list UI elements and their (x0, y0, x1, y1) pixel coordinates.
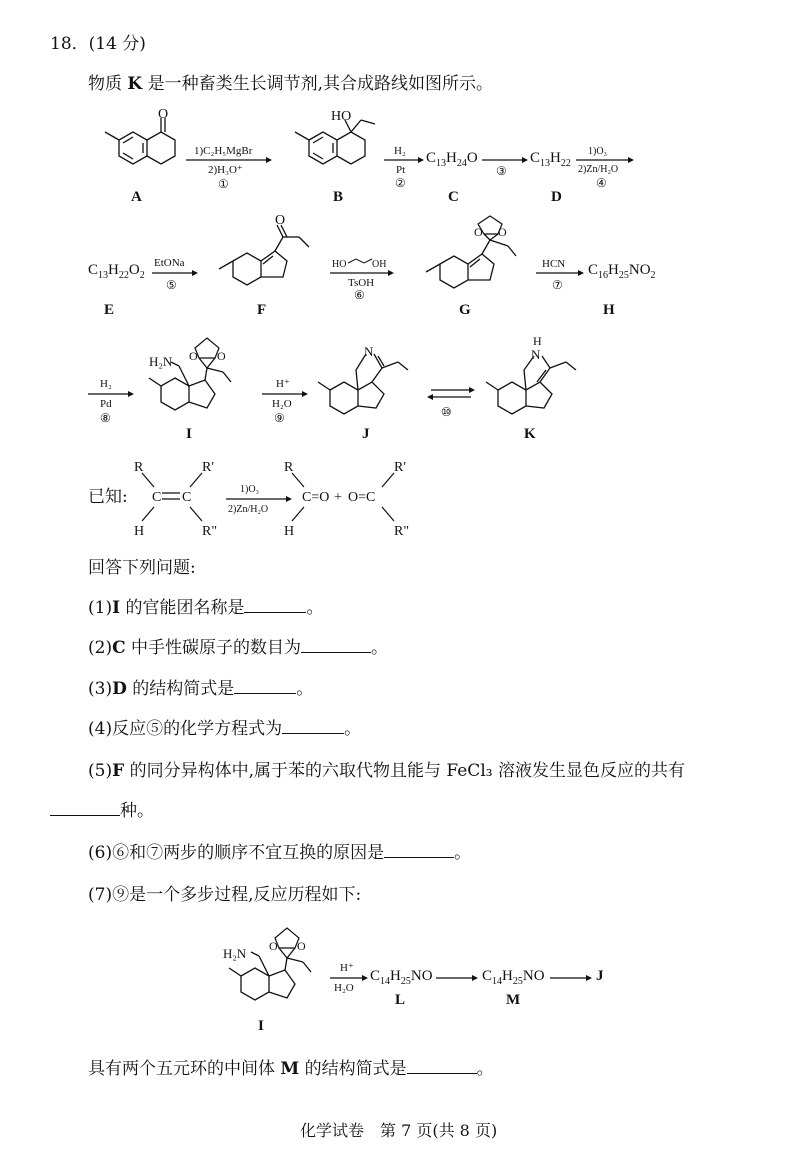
q7-tail-c: 的结构简式是 (299, 1059, 407, 1079)
step4-number: ④ (596, 176, 607, 190)
q6-end: 。 (454, 843, 472, 863)
mechanism-reagent-top: H⁺ (340, 962, 354, 974)
answer-blank-7[interactable] (407, 1059, 477, 1074)
q3-num: (3) (88, 679, 113, 699)
structure-F (205, 215, 330, 305)
arrow-step-1 (186, 143, 271, 193)
question-5-line2 (50, 800, 154, 822)
questions-prompt: 回答下列问题: (88, 558, 196, 578)
step6-reagent-top-oh: OH (372, 259, 387, 270)
question-4 (88, 718, 361, 740)
mechanism-structure-I (215, 920, 340, 1020)
known-r2: R" (202, 524, 218, 539)
atom-o: O (474, 225, 483, 239)
step2-reagent-top: H₂ (394, 145, 406, 157)
structure-G (412, 202, 537, 306)
question-5 (88, 760, 685, 782)
known-r1: R' (202, 460, 214, 475)
known-product-1: C=O (302, 490, 330, 505)
step7-number: ⑦ (552, 278, 563, 292)
formula-E: $C_{13}H_{22}O_2$ (88, 262, 145, 281)
known-label: 已知: (88, 487, 128, 507)
intro-text-a: 物质 (88, 74, 128, 94)
label-B: B (333, 189, 344, 205)
label-G: G (459, 302, 471, 318)
q7-tail-d: 。 (476, 1059, 494, 1079)
formula-D: $C_{13}H_{22}$ (530, 150, 571, 169)
atom-o: O (189, 349, 198, 363)
formula-M: $C_{14}H_{25}NO$ (482, 968, 545, 987)
step2-reagent-mid: Pt (396, 164, 406, 176)
step1-number: ① (218, 177, 229, 191)
atom-o: O (297, 939, 306, 953)
step8-number: ⑧ (100, 411, 111, 425)
known-plus: + (334, 490, 342, 505)
arrow-step-6 (330, 255, 396, 301)
q1-num: (1) (88, 598, 113, 618)
step6-reagent-bot: TsOH (348, 277, 375, 289)
arrow-step-4 (576, 143, 636, 193)
atom-n: N (364, 344, 374, 359)
question-7: (7)⑨是一个多步过程,反应历程如下: (88, 885, 362, 905)
q5-num: (5) (88, 761, 113, 781)
label-E: E (104, 302, 115, 318)
question-1 (88, 597, 323, 619)
intro-text-b: 是一种畜类生长调节剂,其合成路线如图所示。 (142, 74, 493, 94)
known-r2-product: R" (394, 524, 410, 539)
q7-compound-m: M (280, 1059, 300, 1079)
step6-number: ⑥ (354, 288, 365, 302)
question-3 (88, 678, 313, 700)
question-7-tail (88, 1058, 494, 1080)
known-r-product: R (284, 460, 294, 475)
q1-end: 。 (306, 598, 324, 618)
question-intro (88, 73, 493, 95)
arrow-step-8 (88, 376, 136, 428)
question-2 (88, 637, 388, 659)
label-I: I (186, 426, 192, 442)
label-D: D (551, 189, 562, 205)
page-footer: 化学试卷 第 7 页(共 8 页) (300, 1121, 498, 1140)
step1-reagent-bot: 2)H₃O⁺ (208, 164, 243, 176)
known-c: C (152, 490, 162, 505)
step3-number: ③ (496, 164, 507, 178)
known-reagent-bot: 2)Zn/H₂O (228, 504, 269, 515)
answer-blank-1[interactable] (244, 598, 306, 613)
known-h: H (134, 524, 145, 539)
label-J: J (362, 426, 370, 442)
step10-number: ⑩ (441, 405, 452, 419)
atom-n: N (531, 347, 541, 362)
mechanism-arrow-1 (330, 958, 370, 998)
arrow-step-7 (536, 256, 586, 296)
label-L: L (395, 992, 406, 1008)
q5-end: 种。 (120, 801, 154, 821)
atom-o: O (498, 225, 507, 239)
known-reaction (128, 455, 458, 545)
known-product-2: O=C (348, 490, 376, 505)
q5-text: 的同分异构体中,属于苯的六取代物且能与 FeCl₃ 溶液发生显色反应的共有 (124, 761, 685, 781)
intro-k: K (127, 74, 143, 94)
arrow-step-3 (482, 143, 530, 193)
atom-o: O (269, 939, 278, 953)
step8-reagent-top: H₂ (100, 378, 112, 390)
q1-text: 的官能团名称是 (120, 598, 245, 618)
label-C: C (448, 189, 459, 205)
q5-compound: F (112, 761, 125, 781)
atom-ho: HO (331, 109, 352, 124)
step4-reagent-bot: 2)Zn/H₂O (578, 164, 619, 175)
q3-text: 的结构简式是 (126, 679, 235, 699)
atom-h2n: H₂N (149, 354, 173, 369)
step2-number: ② (395, 176, 406, 190)
formula-C: $C_{13}H_{24}O$ (426, 150, 478, 169)
q2-num: (2) (88, 638, 113, 658)
known-c2: C (182, 490, 192, 505)
atom-o: O (217, 349, 226, 363)
atom-o: O (275, 213, 286, 228)
label-M: M (506, 992, 521, 1008)
answer-blank-2[interactable] (301, 638, 371, 653)
q1-compound: I (112, 598, 121, 618)
structure-K (480, 332, 600, 426)
label-H: H (603, 302, 615, 318)
step9-number: ⑨ (274, 411, 285, 425)
arrow-step-9 (262, 376, 310, 428)
known-r: R (134, 460, 144, 475)
equilibrium-arrow-10 (427, 384, 475, 424)
step4-reagent-top: 1)O₃ (588, 146, 608, 157)
mechanism-label-J: J (596, 968, 604, 984)
mechanism-label-I: I (258, 1018, 264, 1034)
mechanism-arrow-3 (550, 968, 594, 988)
question-6 (88, 842, 471, 864)
label-A: A (131, 189, 142, 205)
q4-text: (4)反应⑤的化学方程式为 (88, 719, 283, 739)
known-h-product: H (284, 524, 295, 539)
structure-B (285, 108, 395, 192)
step1-reagent-top: 1)C₂H₅MgBr (194, 145, 253, 157)
mechanism-arrow-2 (436, 968, 480, 988)
step7-reagent-top: HCN (542, 258, 566, 270)
answer-blank-3[interactable] (234, 679, 296, 694)
q6-text: (6)⑥和⑦两步的顺序不宜互换的原因是 (88, 843, 385, 863)
q2-compound: C (112, 638, 126, 658)
answer-blank-6[interactable] (384, 843, 454, 858)
answer-blank-5[interactable] (50, 801, 120, 816)
atom-o: O (158, 107, 169, 122)
atom-h: H (533, 334, 542, 348)
structure-I (135, 330, 260, 430)
mechanism-reagent-bot: H₂O (334, 982, 354, 994)
answer-blank-4[interactable] (282, 719, 344, 734)
structure-J (312, 336, 427, 426)
atom-h2n: H₂N (223, 946, 247, 961)
arrow-step-5 (152, 256, 200, 296)
q2-end: 。 (371, 638, 389, 658)
q4-end: 。 (344, 719, 362, 739)
formula-L: $C_{14}H_{25}NO$ (370, 968, 433, 987)
arrow-step-2 (384, 143, 424, 193)
q7-tail-a: 具有两个五元环的中间体 (88, 1059, 281, 1079)
q3-compound: D (112, 679, 127, 699)
question-header: 18．(14 分) (50, 34, 146, 54)
step8-reagent-mid: Pd (100, 398, 112, 410)
step5-number: ⑤ (166, 278, 177, 292)
q3-end: 。 (296, 679, 314, 699)
step9-reagent-bot: H₂O (272, 398, 292, 410)
label-F: F (257, 302, 267, 318)
known-reagent-top: 1)O₃ (240, 484, 260, 495)
q2-text: 中手性碳原子的数目为 (125, 638, 302, 658)
formula-H: $C_{16}H_{25}NO_2$ (588, 262, 656, 281)
step5-reagent-top: EtONa (154, 257, 185, 269)
step6-reagent-top: HO (332, 259, 347, 270)
step9-reagent-top: H⁺ (276, 378, 290, 390)
label-K: K (524, 426, 536, 442)
known-r1-product: R' (394, 460, 406, 475)
